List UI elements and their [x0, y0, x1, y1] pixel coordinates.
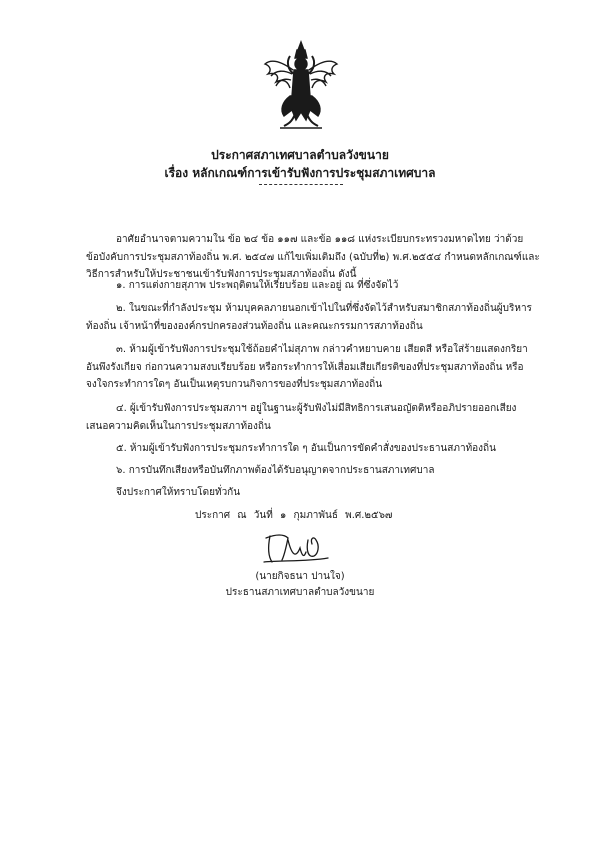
paragraph-line: อาศัยอำนาจตามความใน ข้อ ๒๔ ข้อ ๑๑๗ และข้อ ๑๑๘ แห่งระเบียบกระทรวงมหาดไทย ว่าด้วย [116, 234, 524, 245]
announcement-subject: เรื่อง หลักเกณฑ์การเข้ารับฟังการประชุมสภาเทศบาล [164, 166, 436, 180]
date-at: ณ [237, 510, 247, 521]
rule-1 [86, 277, 526, 295]
rule-2 [86, 300, 532, 335]
rule-6 [86, 462, 526, 480]
handwritten-signature-icon [258, 526, 338, 566]
closing-statement [86, 484, 526, 502]
paragraph-line: จึงประกาศให้ทราบโดยทั่วกัน [116, 487, 241, 498]
date-label: วันที่ [253, 510, 273, 521]
paragraph-line: ข้อบังคับการประชุมสภาท้องถิ่น พ.ศ. ๒๕๔๗ แก้ไขเพิ่มเติมถึง (ฉบับที่๒) พ.ศ.๒๕๕๔ กำหนดหลักเกณฑ์และ [86, 251, 540, 263]
paragraph-line: เสนอความคิดเห็นในการประชุมสภาท้องถิ่น [86, 420, 271, 432]
date-day: ๑ [280, 510, 287, 521]
announcement-title: ประกาศสภาเทศบาลตำบลวังขนาย [211, 148, 389, 162]
paragraph-line: ๕. ห้ามผู้เข้ารับฟังการประชุมกระทำการใด ๆ อันเป็นการขัดคำสั่งของประธานสภาท้องถิ่น [116, 443, 496, 454]
paragraph-line: ๔. ผู้เข้ารับฟังการประชุมสภาฯ อยู่ในฐานะผู้รับฟังไม่มีสิทธิการเสนอญัตติหรืออภิปรายออกเสียง [116, 403, 517, 414]
paragraph-line: อันพึงรังเกียจ ก่อกวนความสงบเรียบร้อย หรือกระทำการให้เสื่อมเสียเกียรติของที่ประชุมสภาท้องถิ่น หรือ [86, 361, 524, 373]
intro-paragraph [86, 231, 540, 284]
paragraph-line: ท้องถิ่น เจ้าหน้าที่ขององค์กรปกครองส่วนท้องถิ่น และคณะกรรมการสภาท้องถิ่น [86, 320, 423, 332]
date-month: กุมภาพันธ์ [293, 510, 338, 521]
date-prefix: ประกาศ [195, 510, 231, 521]
rule-4 [86, 400, 526, 435]
paragraph-line: จงใจกระทำการใดๆ อันเป็นเหตุรบกวนกิจการของที่ประชุมสภาท้องถิ่น [86, 379, 383, 390]
announcement-date [195, 508, 392, 523]
garuda-emblem-icon [262, 40, 340, 132]
paragraph-line: ๑. การแต่งกายสุภาพ ประพฤติตนให้เรียบร้อย และอยู่ ณ ที่ซึ่งจัดไว้ [116, 280, 399, 291]
paragraph-line: ๓. ห้ามผู้เข้ารับฟังการประชุมใช้ถ้อยคำไม่สุภาพ กล่าวคำหยาบคาย เสียดสี หรือใส่ร้ายแสดงกริยา [116, 344, 528, 355]
date-year: พ.ศ.๒๕๖๗ [345, 510, 393, 521]
signatory-name: (นายกิจธนา ปานใจ) [255, 571, 345, 582]
title-divider [259, 184, 343, 185]
rule-5 [86, 440, 526, 458]
rule-3 [86, 341, 526, 394]
paragraph-line: ๒. ในขณะที่กำลังประชุม ห้ามบุคคลภายนอกเข้าไปในที่ซึ่งจัดไว้สำหรับสมาชิกสภาท้องถิ่นผู้บริหาร [116, 303, 532, 314]
paragraph-line: วิธีการสำหรับให้ประชาชนเข้ารับฟังการประชุมสภาท้องถิ่น ดังนี้ [86, 269, 357, 280]
signatory-position: ประธานสภาเทศบาลตำบลวังขนาย [225, 587, 375, 598]
paragraph-line: ๖. การบันทึกเสียงหรือบันทึกภาพต้องได้รับอนุญาตจากประธานสภาเทศบาล [116, 465, 435, 476]
